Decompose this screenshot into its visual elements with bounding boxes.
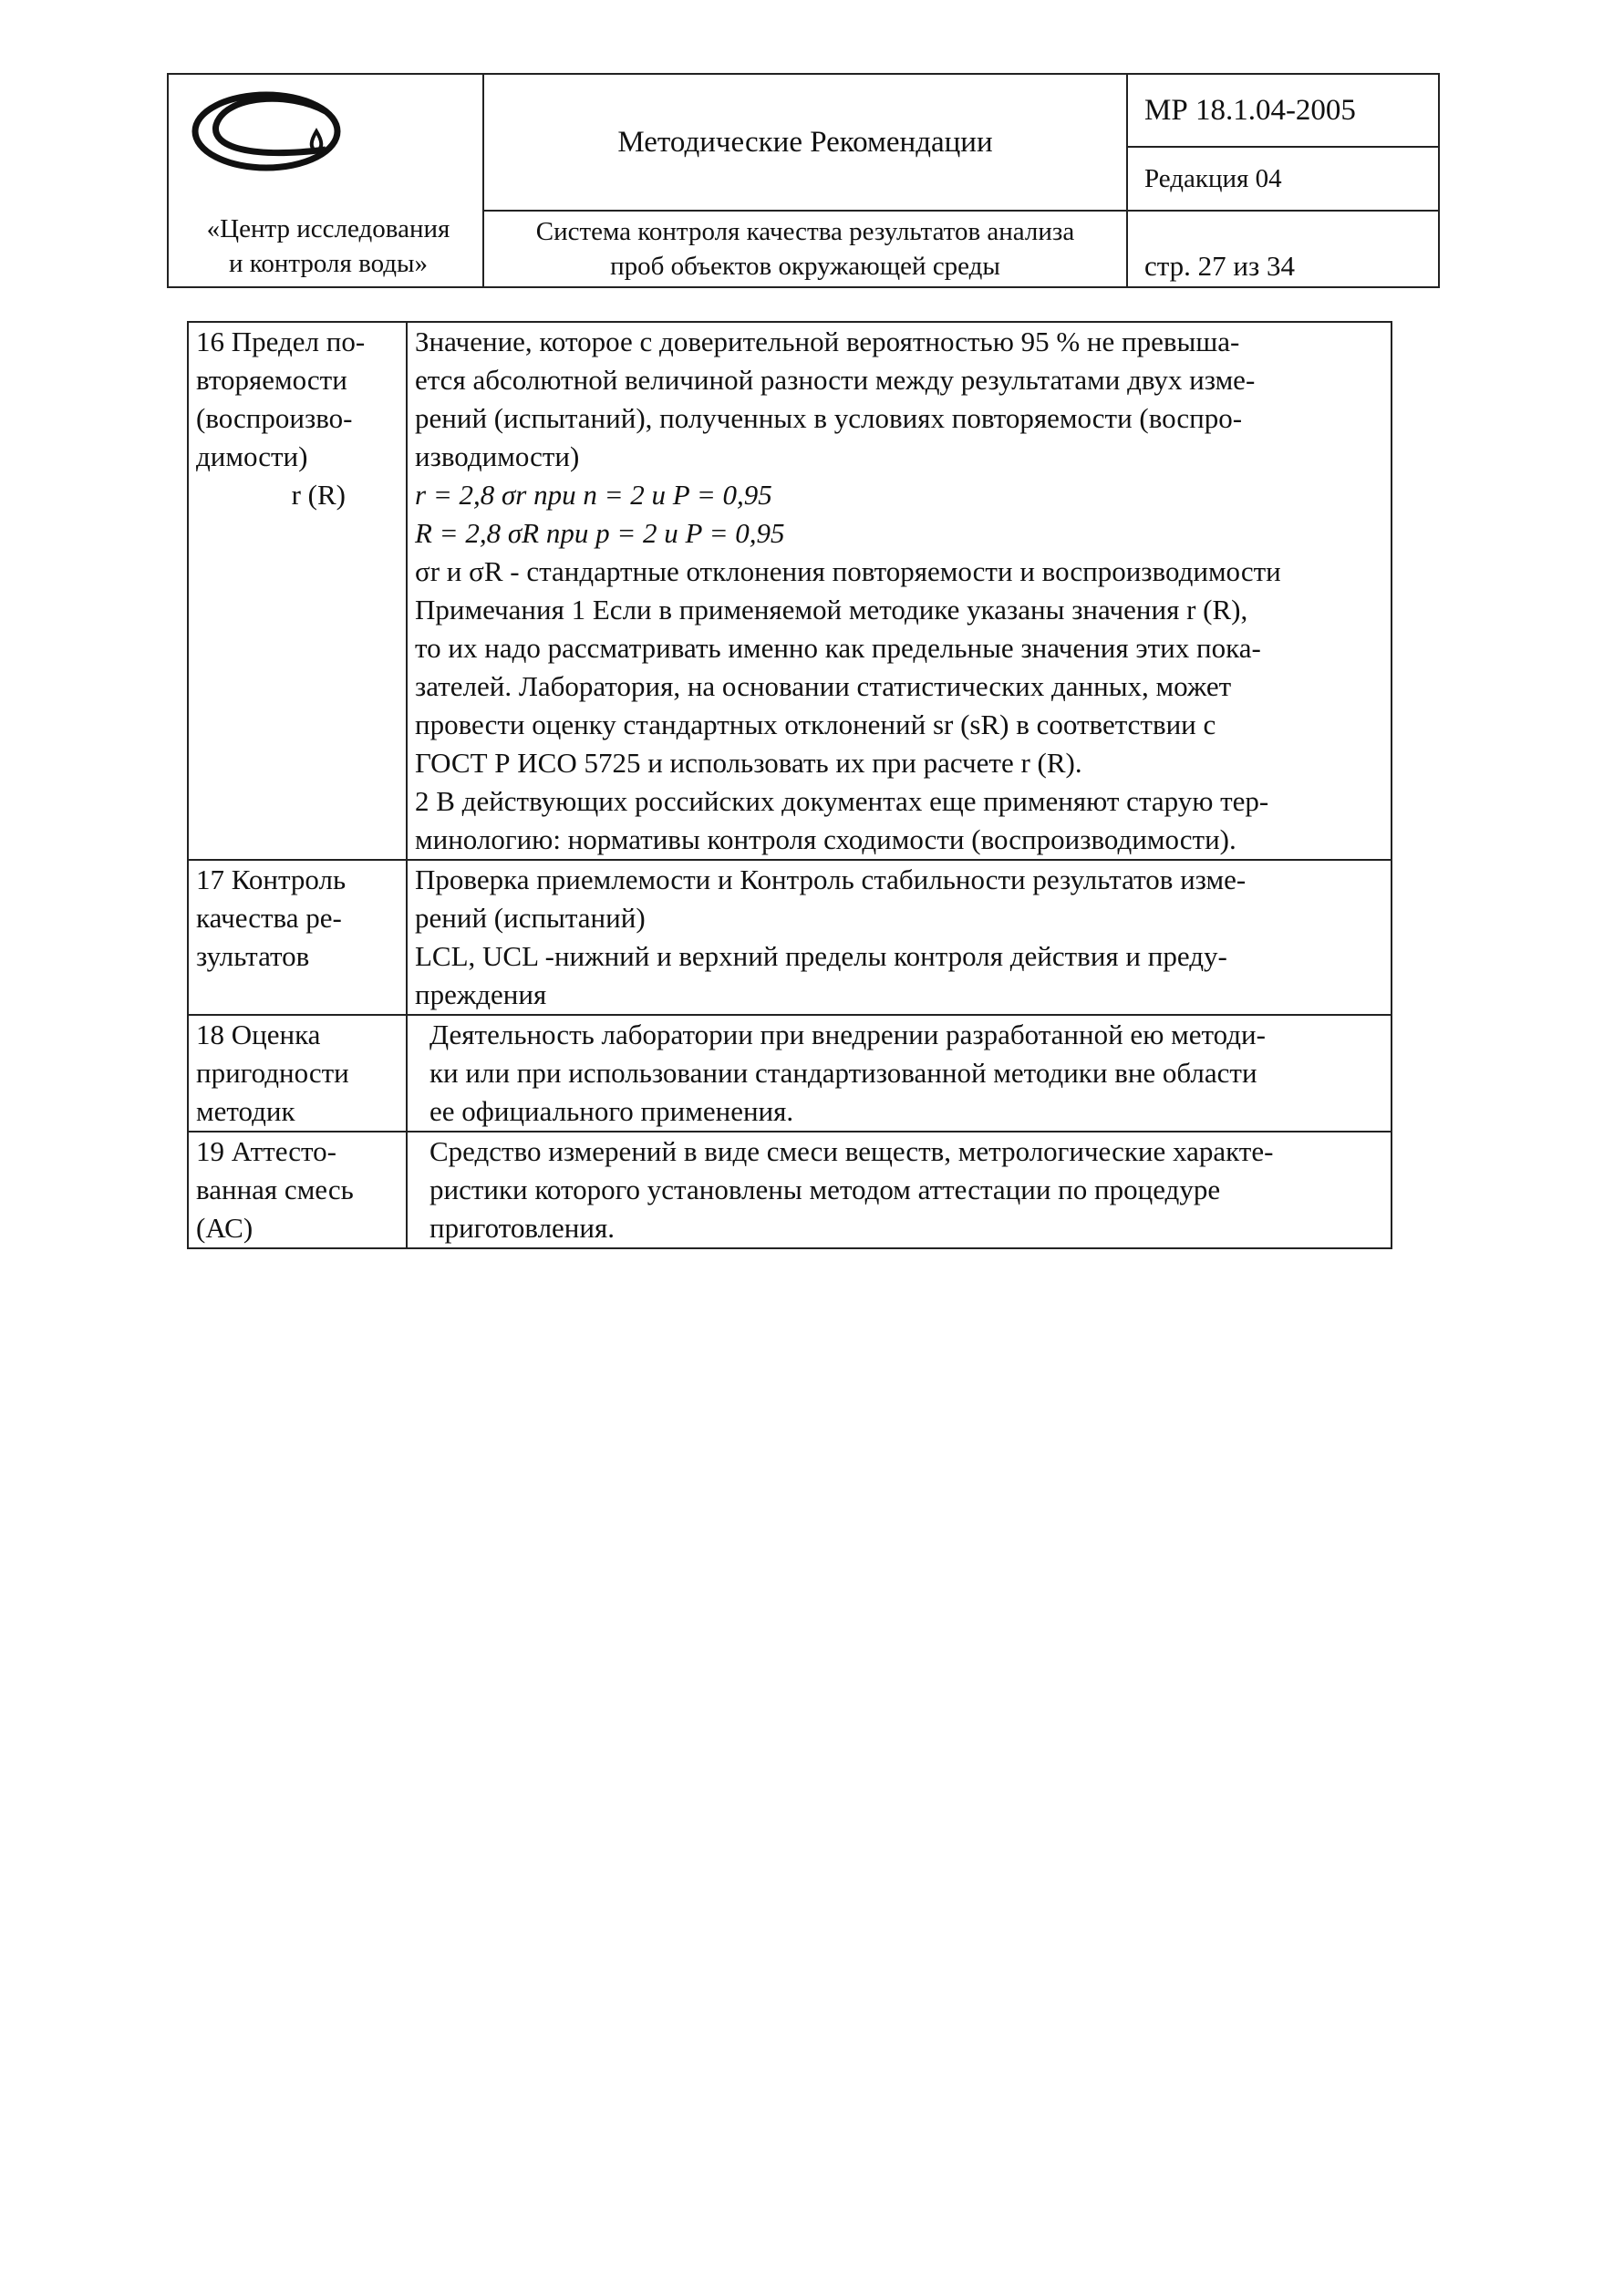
definition-line: Деятельность лаборатории при внедрении разработанной ею методи- — [429, 1019, 1266, 1050]
table-row — [188, 1132, 1392, 1248]
doc-type: Методические Рекомендации — [484, 75, 1128, 212]
definition-line: преждения — [415, 978, 547, 1010]
note-line: то их надо рассматривать именно как предельные значения этих пока- — [415, 632, 1261, 664]
note-line: 2 В действующих российских документах еще применяют старую тер- — [415, 785, 1269, 817]
doc-title: Система контроля качества результатов анализа проб объектов окружающей среды — [484, 212, 1128, 286]
header-org-cell — [169, 75, 484, 286]
doc-number: МР 18.1.04-2005 — [1128, 75, 1438, 148]
formula-line: R = 2,8 σR при p = 2 и P = 0,95 — [415, 517, 785, 549]
definition-line: LCL, UCL -нижний и верхний пределы контроля действия и преду- — [415, 940, 1227, 972]
terms-table — [187, 321, 1392, 1249]
table-row — [188, 860, 1392, 1015]
table-row — [188, 322, 1392, 860]
term-definition-cell — [407, 1015, 1392, 1132]
definition-line: ется абсолютной величиной разности между результатами двух изме- — [415, 364, 1256, 396]
edition: Редакция 04 — [1128, 148, 1438, 212]
definition-line: рений (испытаний) — [415, 902, 646, 934]
definition-line: Проверка приемлемости и Контроль стабильности результатов изме- — [415, 864, 1247, 895]
definition-line: приготовления. — [429, 1212, 615, 1244]
term-definition-cell — [407, 322, 1392, 860]
definition-line: изводимости) — [415, 440, 580, 472]
page-number: стр. 27 из 34 — [1144, 250, 1296, 282]
term-definition-cell — [407, 860, 1392, 1015]
organization-logo-icon — [189, 84, 344, 184]
definition-line: ки или при использовании стандартизованной методики вне области — [429, 1057, 1257, 1089]
note-line: провести оценку стандартных отклонений sr (sR) в соответствии с — [415, 708, 1216, 740]
note-line: минологию: нормативы контроля сходимости (воспроизводимости). — [415, 823, 1236, 855]
definition-line: ее официального применения. — [429, 1095, 794, 1127]
term-label: 17 Контроль качества ре- зультатов — [196, 864, 347, 972]
note-line: Примечания 1 Если в применяемой методике указаны значения r (R), — [415, 594, 1248, 626]
organization-name: «Центр исследования и контроля воды» — [206, 214, 450, 278]
definition-line: рений (испытаний), полученных в условиях повторяемости (воспро- — [415, 402, 1243, 434]
document-header — [167, 73, 1440, 288]
note-line: зателей. Лаборатория, на основании статистических данных, может — [415, 670, 1232, 702]
term-symbol: r (R) — [291, 479, 346, 511]
term-label-cell — [188, 1132, 407, 1248]
term-label: 18 Оценка пригодности методик — [196, 1019, 349, 1127]
term-label-cell — [188, 860, 407, 1015]
definition-line: Средство измерений в виде смеси веществ, метрологические характе- — [429, 1135, 1274, 1167]
table-row — [188, 1015, 1392, 1132]
formula-line: r = 2,8 σr при n = 2 и P = 0,95 — [415, 479, 772, 511]
definition-line: Значение, которое с доверительной вероятностью 95 % не превыша- — [415, 326, 1240, 357]
term-label: 16 Предел по- вторяемости (воспроизво- димости) — [196, 326, 366, 472]
definition-line: σr и σR - стандартные отклонения повторяемости и воспроизводимости — [415, 555, 1281, 587]
term-label-cell — [188, 1015, 407, 1132]
term-label-cell — [188, 322, 407, 860]
definition-line: ристики которого установлены методом аттестации по процедуре — [429, 1174, 1221, 1205]
term-label: 19 Аттесто- ванная смесь (АС) — [196, 1135, 354, 1244]
note-line: ГОСТ Р ИСО 5725 и использовать их при расчете r (R). — [415, 747, 1082, 779]
term-definition-cell — [407, 1132, 1392, 1248]
